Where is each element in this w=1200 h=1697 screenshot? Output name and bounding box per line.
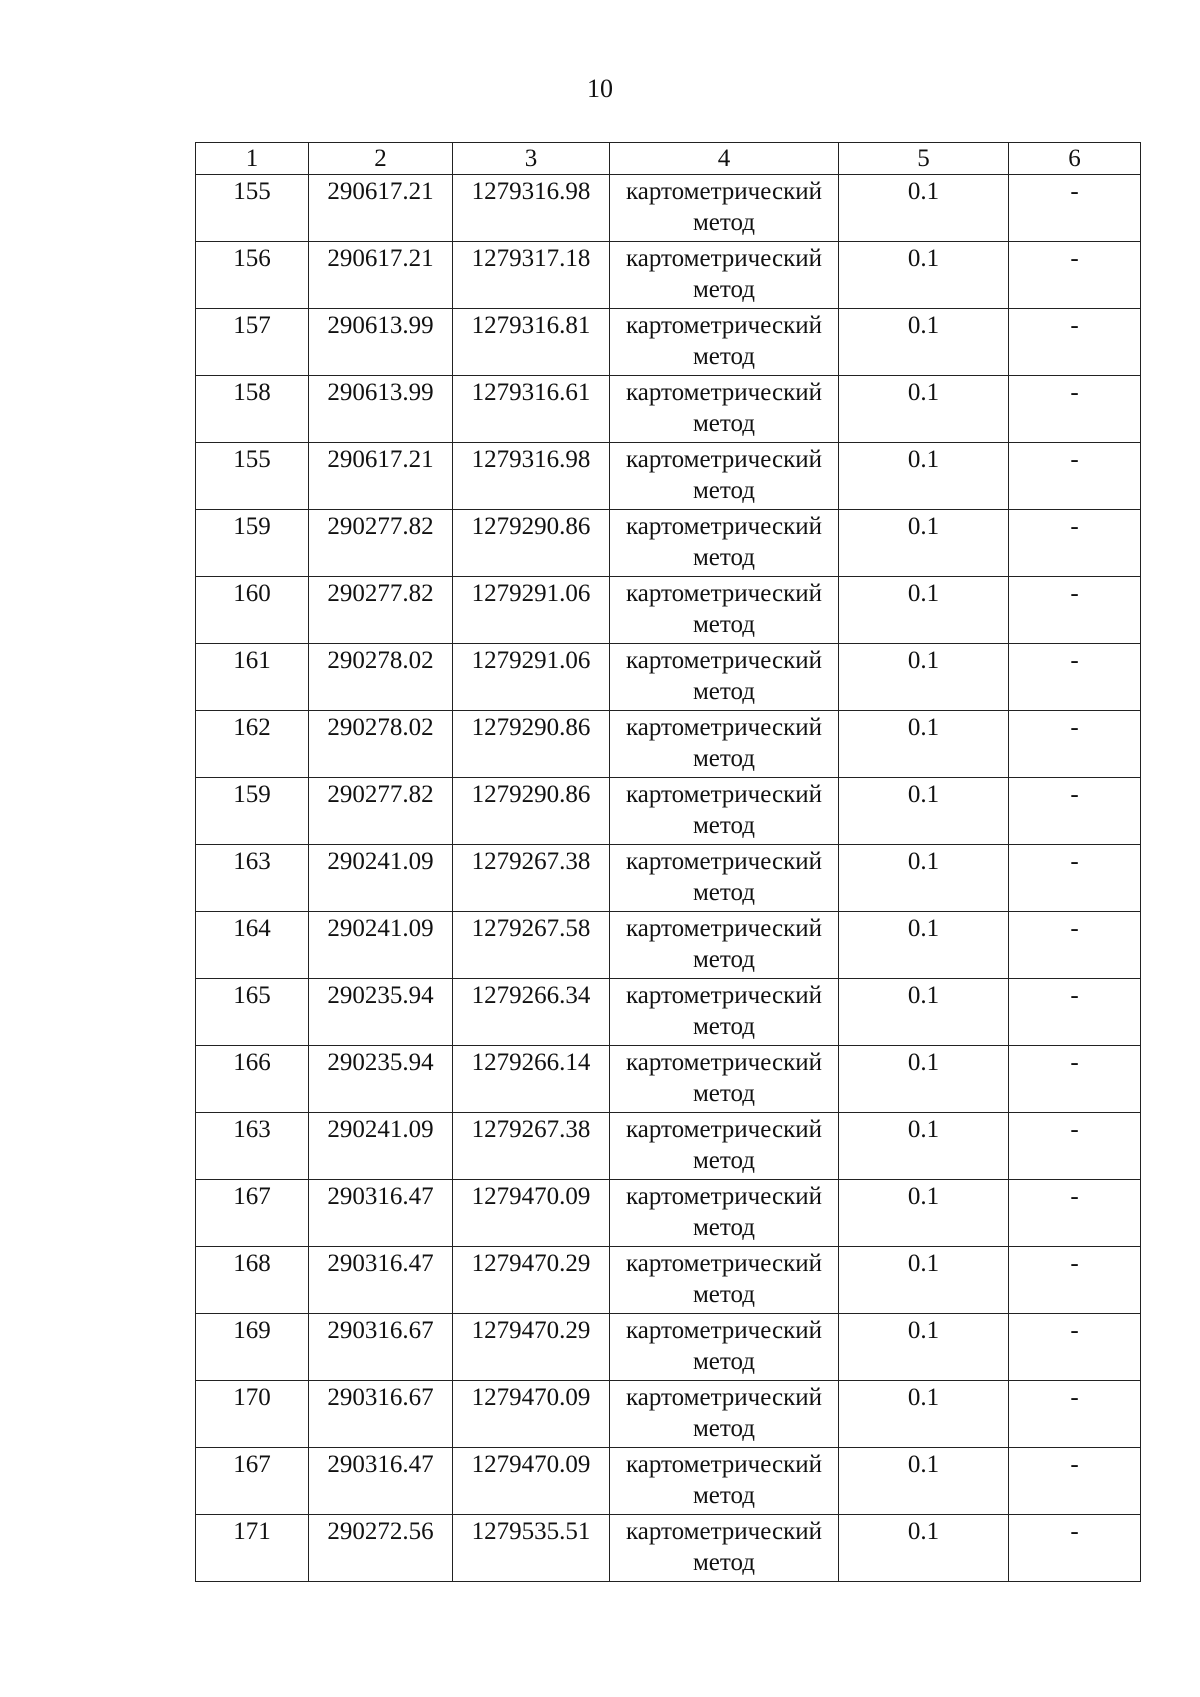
method-text-line-2: метод: [692, 276, 755, 303]
point-number-cell: 165: [196, 979, 309, 1046]
method-text-line-1: картометрический: [626, 1116, 822, 1143]
x-coordinate-cell: 290235.94: [309, 1046, 453, 1113]
method-text-line-2: метод: [692, 1147, 755, 1174]
note-cell: -: [1009, 577, 1141, 644]
y-coordinate-cell: 1279290.86: [453, 711, 610, 778]
table-row: [196, 1381, 1141, 1448]
y-coordinate-cell: 1279290.86: [453, 510, 610, 577]
table-row: [196, 1046, 1141, 1113]
x-coordinate-cell: 290617.21: [309, 443, 453, 510]
accuracy-cell: 0.1: [839, 175, 1009, 242]
point-number-cell: 168: [196, 1247, 309, 1314]
accuracy-cell: 0.1: [839, 979, 1009, 1046]
point-number-cell: 159: [196, 778, 309, 845]
note-cell: -: [1009, 510, 1141, 577]
page-number: 10: [587, 74, 613, 103]
note-cell: -: [1009, 1113, 1141, 1180]
table-row: [196, 845, 1141, 912]
point-number-cell: 164: [196, 912, 309, 979]
method-text-line-2: метод: [692, 1549, 755, 1576]
method-text-line-2: метод: [692, 544, 755, 571]
point-number-cell: 171: [196, 1515, 309, 1582]
point-number-cell: 166: [196, 1046, 309, 1113]
x-coordinate-cell: 290316.47: [309, 1448, 453, 1515]
method-cell: [610, 845, 839, 912]
table-row: [196, 1247, 1141, 1314]
y-coordinate-cell: 1279470.09: [453, 1381, 610, 1448]
method-text-line-1: картометрический: [626, 245, 822, 272]
method-text-line-1: картометрический: [626, 1518, 822, 1545]
method-text-line-2: метод: [692, 410, 755, 437]
method-text-line-1: картометрический: [626, 1250, 822, 1277]
accuracy-cell: 0.1: [839, 778, 1009, 845]
note-cell: -: [1009, 912, 1141, 979]
x-coordinate-cell: 290316.47: [309, 1180, 453, 1247]
accuracy-cell: 0.1: [839, 1381, 1009, 1448]
column-header-1: 1: [196, 143, 309, 175]
note-cell: -: [1009, 1180, 1141, 1247]
method-cell: [610, 309, 839, 376]
y-coordinate-cell: 1279316.61: [453, 376, 610, 443]
method-text-line-2: метод: [692, 611, 755, 638]
table-row: [196, 309, 1141, 376]
x-coordinate-cell: 290277.82: [309, 510, 453, 577]
accuracy-cell: 0.1: [839, 1314, 1009, 1381]
method-text-line-1: картометрический: [626, 1049, 822, 1076]
method-text-line-1: картометрический: [626, 1317, 822, 1344]
x-coordinate-cell: 290613.99: [309, 376, 453, 443]
method-text-line-2: метод: [692, 1281, 755, 1308]
table-row: [196, 1515, 1141, 1582]
method-cell: [610, 912, 839, 979]
method-cell: [610, 577, 839, 644]
method-text-line-1: картометрический: [626, 1451, 822, 1478]
y-coordinate-cell: 1279267.38: [453, 845, 610, 912]
method-text-line-2: метод: [692, 343, 755, 370]
x-coordinate-cell: 290241.09: [309, 845, 453, 912]
note-cell: -: [1009, 242, 1141, 309]
y-coordinate-cell: 1279291.06: [453, 577, 610, 644]
table-row: [196, 979, 1141, 1046]
method-text-line-2: метод: [692, 209, 755, 236]
method-text-line-2: метод: [692, 1214, 755, 1241]
note-cell: -: [1009, 1247, 1141, 1314]
table-row: [196, 1314, 1141, 1381]
point-number-cell: 163: [196, 845, 309, 912]
point-number-cell: 155: [196, 443, 309, 510]
method-cell: [610, 1448, 839, 1515]
y-coordinate-cell: 1279470.29: [453, 1314, 610, 1381]
note-cell: -: [1009, 443, 1141, 510]
method-text-line-1: картометрический: [626, 312, 822, 339]
note-cell: -: [1009, 1515, 1141, 1582]
y-coordinate-cell: 1279317.18: [453, 242, 610, 309]
column-header-6: 6: [1009, 143, 1141, 175]
accuracy-cell: 0.1: [839, 443, 1009, 510]
method-text-line-1: картометрический: [626, 379, 822, 406]
point-number-cell: 158: [196, 376, 309, 443]
note-cell: -: [1009, 711, 1141, 778]
note-cell: -: [1009, 979, 1141, 1046]
table-row: [196, 1448, 1141, 1515]
point-number-cell: 160: [196, 577, 309, 644]
method-text-line-2: метод: [692, 946, 755, 973]
method-cell: [610, 979, 839, 1046]
accuracy-cell: 0.1: [839, 1180, 1009, 1247]
method-cell: [610, 242, 839, 309]
column-header-2: 2: [309, 143, 453, 175]
x-coordinate-cell: 290617.21: [309, 175, 453, 242]
point-number-cell: 156: [196, 242, 309, 309]
x-coordinate-cell: 290316.67: [309, 1314, 453, 1381]
method-text-line-2: метод: [692, 1348, 755, 1375]
method-text-line-2: метод: [692, 1415, 755, 1442]
method-text-line-2: метод: [692, 1482, 755, 1509]
column-header-4: 4: [610, 143, 839, 175]
method-text-line-1: картометрический: [626, 714, 822, 741]
table-row: [196, 577, 1141, 644]
table-row: [196, 778, 1141, 845]
point-number-cell: 167: [196, 1180, 309, 1247]
method-cell: [610, 1515, 839, 1582]
method-text-line-1: картометрический: [626, 781, 822, 808]
method-text-line-2: метод: [692, 812, 755, 839]
table-header-row: [196, 143, 1141, 175]
table-row: [196, 175, 1141, 242]
method-text-line-2: метод: [692, 745, 755, 772]
point-number-cell: 163: [196, 1113, 309, 1180]
table-row: [196, 644, 1141, 711]
column-header-3: 3: [453, 143, 610, 175]
y-coordinate-cell: 1279266.34: [453, 979, 610, 1046]
y-coordinate-cell: 1279470.29: [453, 1247, 610, 1314]
y-coordinate-cell: 1279316.98: [453, 443, 610, 510]
method-text-line-1: картометрический: [626, 982, 822, 1009]
accuracy-cell: 0.1: [839, 376, 1009, 443]
point-number-cell: 157: [196, 309, 309, 376]
note-cell: -: [1009, 376, 1141, 443]
accuracy-cell: 0.1: [839, 711, 1009, 778]
point-number-cell: 162: [196, 711, 309, 778]
x-coordinate-cell: 290278.02: [309, 644, 453, 711]
method-text-line-1: картометрический: [626, 178, 822, 205]
method-text-line-1: картометрический: [626, 513, 822, 540]
x-coordinate-cell: 290613.99: [309, 309, 453, 376]
method-cell: [610, 1314, 839, 1381]
accuracy-cell: 0.1: [839, 309, 1009, 376]
method-text-line-2: метод: [692, 1013, 755, 1040]
table-row: [196, 510, 1141, 577]
table-row: [196, 711, 1141, 778]
point-number-cell: 161: [196, 644, 309, 711]
method-text-line-1: картометрический: [626, 1384, 822, 1411]
method-text-line-2: метод: [692, 879, 755, 906]
table-row: [196, 443, 1141, 510]
y-coordinate-cell: 1279267.58: [453, 912, 610, 979]
column-header-5: 5: [839, 143, 1009, 175]
table-row: [196, 1180, 1141, 1247]
table-row: [196, 1113, 1141, 1180]
y-coordinate-cell: 1279267.38: [453, 1113, 610, 1180]
accuracy-cell: 0.1: [839, 1247, 1009, 1314]
point-number-cell: 155: [196, 175, 309, 242]
method-cell: [610, 510, 839, 577]
note-cell: -: [1009, 309, 1141, 376]
note-cell: -: [1009, 644, 1141, 711]
note-cell: -: [1009, 1046, 1141, 1113]
note-cell: -: [1009, 1448, 1141, 1515]
note-cell: -: [1009, 1314, 1141, 1381]
x-coordinate-cell: 290316.67: [309, 1381, 453, 1448]
method-cell: [610, 1046, 839, 1113]
method-text-line-1: картометрический: [626, 1183, 822, 1210]
accuracy-cell: 0.1: [839, 1113, 1009, 1180]
accuracy-cell: 0.1: [839, 242, 1009, 309]
method-cell: [610, 376, 839, 443]
method-text-line-1: картометрический: [626, 647, 822, 674]
y-coordinate-cell: 1279316.81: [453, 309, 610, 376]
y-coordinate-cell: 1279470.09: [453, 1180, 610, 1247]
note-cell: -: [1009, 778, 1141, 845]
y-coordinate-cell: 1279291.06: [453, 644, 610, 711]
method-cell: [610, 1113, 839, 1180]
method-text-line-1: картометрический: [626, 580, 822, 607]
accuracy-cell: 0.1: [839, 1515, 1009, 1582]
y-coordinate-cell: 1279266.14: [453, 1046, 610, 1113]
point-number-cell: 167: [196, 1448, 309, 1515]
accuracy-cell: 0.1: [839, 577, 1009, 644]
x-coordinate-cell: 290235.94: [309, 979, 453, 1046]
method-cell: [610, 175, 839, 242]
method-text-line-2: метод: [692, 1080, 755, 1107]
method-cell: [610, 1381, 839, 1448]
x-coordinate-cell: 290617.21: [309, 242, 453, 309]
point-number-cell: 159: [196, 510, 309, 577]
x-coordinate-cell: 290241.09: [309, 912, 453, 979]
accuracy-cell: 0.1: [839, 644, 1009, 711]
x-coordinate-cell: 290277.82: [309, 577, 453, 644]
y-coordinate-cell: 1279316.98: [453, 175, 610, 242]
method-text-line-2: метод: [692, 678, 755, 705]
x-coordinate-cell: 290272.56: [309, 1515, 453, 1582]
method-text-line-1: картометрический: [626, 848, 822, 875]
accuracy-cell: 0.1: [839, 1046, 1009, 1113]
note-cell: -: [1009, 845, 1141, 912]
accuracy-cell: 0.1: [839, 1448, 1009, 1515]
method-cell: [610, 711, 839, 778]
table-row: [196, 912, 1141, 979]
note-cell: -: [1009, 175, 1141, 242]
x-coordinate-cell: 290241.09: [309, 1113, 453, 1180]
coordinates-table: [195, 142, 1141, 1582]
point-number-cell: 170: [196, 1381, 309, 1448]
y-coordinate-cell: 1279470.09: [453, 1448, 610, 1515]
method-text-line-2: метод: [692, 477, 755, 504]
accuracy-cell: 0.1: [839, 845, 1009, 912]
table-body: [196, 175, 1141, 1582]
note-cell: -: [1009, 1381, 1141, 1448]
method-text-line-1: картометрический: [626, 915, 822, 942]
y-coordinate-cell: 1279535.51: [453, 1515, 610, 1582]
table-row: [196, 242, 1141, 309]
x-coordinate-cell: 290278.02: [309, 711, 453, 778]
method-cell: [610, 443, 839, 510]
table-row: [196, 376, 1141, 443]
accuracy-cell: 0.1: [839, 912, 1009, 979]
x-coordinate-cell: 290316.47: [309, 1247, 453, 1314]
accuracy-cell: 0.1: [839, 510, 1009, 577]
x-coordinate-cell: 290277.82: [309, 778, 453, 845]
point-number-cell: 169: [196, 1314, 309, 1381]
method-cell: [610, 644, 839, 711]
method-text-line-1: картометрический: [626, 446, 822, 473]
method-cell: [610, 1247, 839, 1314]
method-cell: [610, 1180, 839, 1247]
method-cell: [610, 778, 839, 845]
y-coordinate-cell: 1279290.86: [453, 778, 610, 845]
